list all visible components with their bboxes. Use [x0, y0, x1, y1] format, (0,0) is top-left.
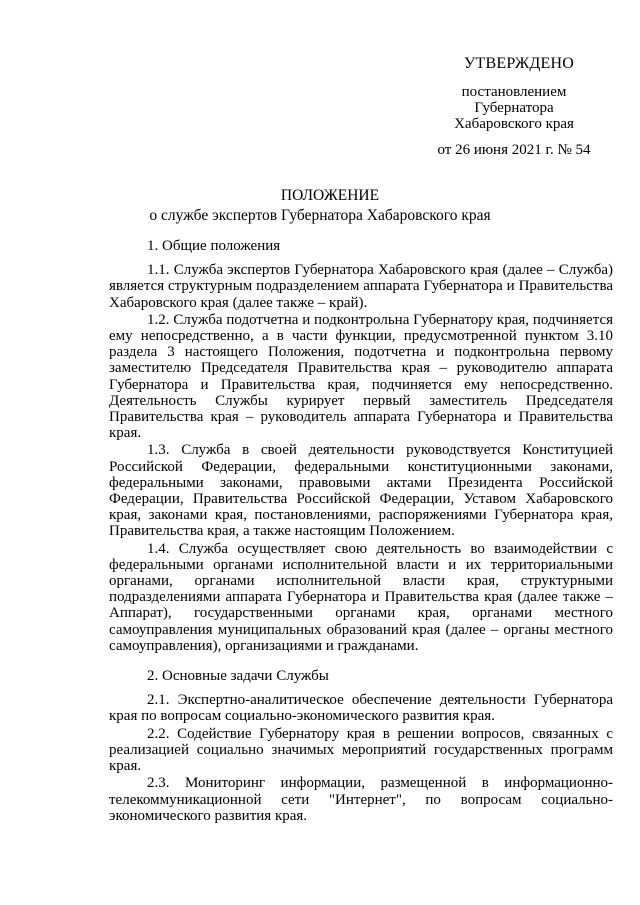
- document-title: ПОЛОЖЕНИЕ: [280, 187, 380, 204]
- paragraph: 1.4. Служба осуществляет свою деятельность во взаимодействии с федеральными органами исполнительной власти и их территориальными органами, органами исполнительной власти края, структурными подразделениями аппарата Губернатора и Правительства края (далее также – Аппарат), государственными органами края, органами местного самоуправления муниципальных образований края (далее – органы местного самоуправления), организациями и гражданами.: [109, 540, 613, 654]
- paragraph: 2.3. Мониторинг информации, размещенной в информационно-телекоммуникационной сети "Интернет", по вопросам социально-экономического развития края.: [109, 775, 613, 824]
- section-heading: 1. Общие положения: [147, 238, 281, 254]
- approval-stamp: [400, 56, 610, 158]
- paragraph: 1.2. Служба подотчетна и подконтрольна Губернатору края, подчиняется ему непосредственно, а в части функции, предусмотренной пунктом 3.10 раздела 3 настоящего Положения, подотчетна и подконтрольна первому заместителю Председателя Правительства края – руководителю аппарата Губернатора и Правительства края, подчиняется ему непосредственно. Деятельность Службы курирует первый заместитель Председателя Правительства края – руководитель аппарата Губернатора и Правительства края.: [109, 311, 613, 442]
- approval-line-3: Хабаровского края: [454, 116, 574, 132]
- paragraph: 2.2. Содействие Губернатору края в решении вопросов, связанных с реализацией социально значимых мероприятий государственных программ края.: [109, 725, 613, 775]
- section-heading: 2. Основные задачи Службы: [147, 668, 329, 685]
- approval-date: от 26 июня 2021 г. № 54: [437, 142, 591, 158]
- approval-line-1: постановлением: [461, 84, 567, 100]
- approval-heading: УТВЕРЖДЕНО: [463, 55, 574, 72]
- document-title-block: [0, 187, 640, 225]
- document-body: [109, 238, 613, 824]
- paragraph: 2.1. Экспертно-аналитическое обеспечение деятельности Губернатора края по вопросам социально-экономического развития края.: [109, 692, 613, 725]
- document-subtitle: о службе экспертов Губернатора Хабаровского края: [149, 207, 491, 224]
- paragraph: 1.3. Служба в своей деятельности руководствуется Конституцией Российской Федерации, федеральными конституционными законами, федеральными законами, правовыми актами Президента Российской Федерации, Правительства Российской Федерации, Уставом Хабаровского края, законами края, постановлениями, распоряжениями Губернатора края, Правительства края, а также настоящим Положением.: [109, 442, 613, 540]
- approval-line-2: Губернатора: [474, 100, 554, 116]
- paragraph: 1.1. Служба экспертов Губернатора Хабаровского края (далее – Служба) является структурным подразделением аппарата Губернатора и Правительства Хабаровского края (далее также – край).: [109, 262, 613, 311]
